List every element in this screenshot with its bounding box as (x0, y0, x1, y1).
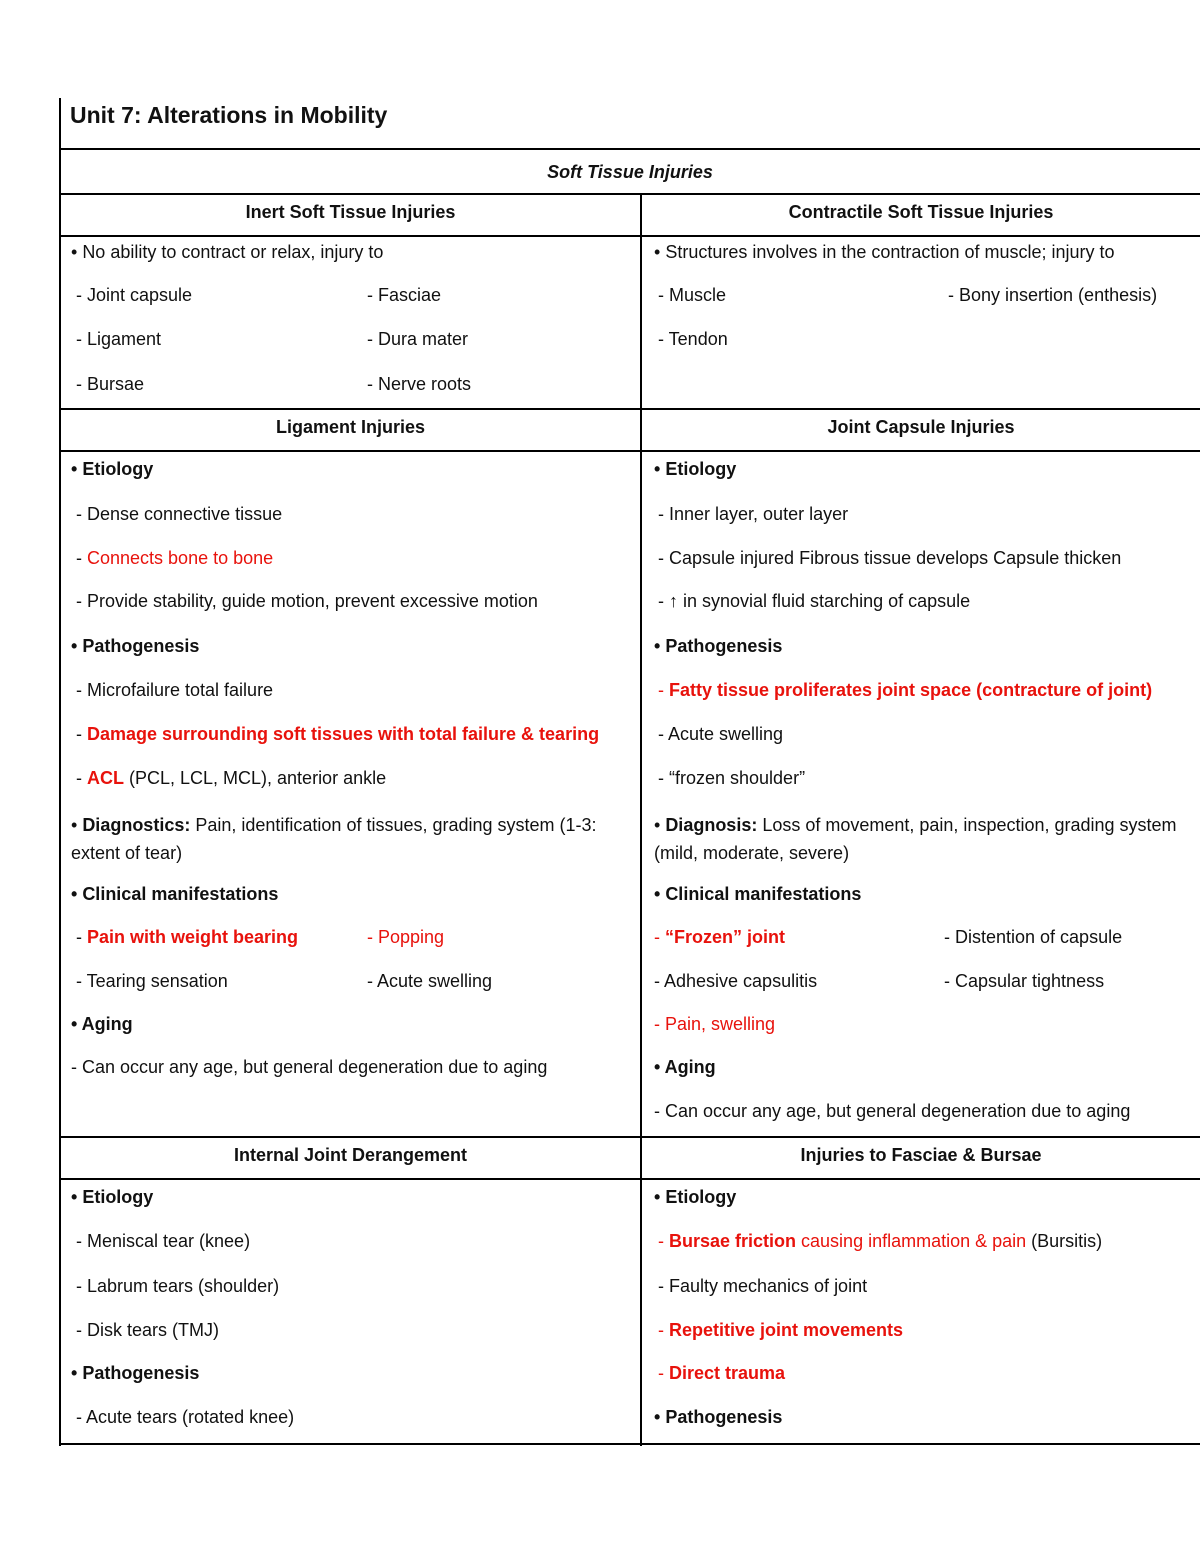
list-item: - Adhesive capsulitis (654, 971, 818, 991)
list-item: - Fasciae (367, 285, 442, 305)
list-item: • No ability to contract or relax, injury to (71, 242, 384, 262)
list-item: - Capsule injured Fibrous tissue develops Capsule thicken (658, 548, 1122, 568)
diagnostics-item: • Diagnostics: Pain, identification of tissues, grading system (1-3: extent of tear) (71, 815, 597, 863)
list-item: - Bony insertion (enthesis) (948, 285, 1158, 305)
aging-heading: • Aging (71, 1014, 133, 1034)
etiology-heading: • Etiology (654, 459, 737, 479)
etiology-heading: • Etiology (71, 1187, 154, 1207)
table-rule (59, 1443, 1200, 1445)
table-rule (59, 235, 1200, 237)
list-item: - Fatty tissue proliferates joint space (contracture of joint) (658, 680, 1153, 700)
list-item: - Can occur any age, but general degeneration due to aging (654, 1101, 1131, 1121)
list-item: - Dense connective tissue (76, 504, 283, 524)
table-rule (59, 450, 1200, 452)
pathogenesis-heading: • Pathogenesis (71, 636, 200, 656)
list-item: - “Frozen” joint (654, 927, 785, 947)
table-divider-center (640, 195, 642, 1446)
clinical-heading: • Clinical manifestations (71, 884, 279, 904)
header-joint-capsule-injuries: Joint Capsule Injuries (827, 416, 1015, 437)
header-contractile-soft-tissue: Contractile Soft Tissue Injuries (788, 201, 1054, 222)
list-item: - Microfailure total failure (76, 680, 274, 700)
header-fasciae-bursae: Injuries to Fasciae & Bursae (800, 1144, 1042, 1165)
list-item: - Labrum tears (shoulder) (76, 1276, 280, 1296)
list-item: • Structures involves in the contraction of muscle; injury to (654, 242, 1115, 262)
list-item: - Provide stability, guide motion, prevent excessive motion (76, 591, 538, 611)
clinical-heading: • Clinical manifestations (654, 884, 862, 904)
aging-heading: • Aging (654, 1057, 716, 1077)
list-item: - Repetitive joint movements (658, 1320, 904, 1340)
table-rule (59, 1178, 1200, 1180)
etiology-heading: • Etiology (654, 1187, 737, 1207)
list-item: - Faulty mechanics of joint (658, 1276, 868, 1296)
list-item: - Ligament (76, 329, 162, 349)
list-item: - Capsular tightness (944, 971, 1105, 991)
list-item: - ↑ in synovial fluid starching of capsule (658, 591, 971, 611)
list-item: - Joint capsule (76, 285, 193, 305)
page-title: Unit 7: Alterations in Mobility (70, 102, 388, 128)
table-border-left (59, 98, 61, 1446)
list-item: - Bursae (76, 374, 145, 394)
list-item: - Connects bone to bone (76, 548, 274, 568)
list-item: - Dura mater (367, 329, 469, 349)
list-item: - Tearing sensation (76, 971, 228, 991)
list-item: - Meniscal tear (knee) (76, 1231, 251, 1251)
pathogenesis-heading: • Pathogenesis (654, 636, 783, 656)
section-title: Soft Tissue Injuries (547, 161, 713, 182)
list-item: - Acute tears (rotated knee) (76, 1407, 295, 1427)
list-item: - Tendon (658, 329, 728, 349)
list-item: - Acute swelling (367, 971, 493, 991)
list-item: - Bursae friction causing inflammation & pain (Bursitis) (658, 1231, 1103, 1251)
list-item: - Pain with weight bearing (76, 927, 299, 947)
pathogenesis-heading: • Pathogenesis (71, 1363, 200, 1383)
list-item: - “frozen shoulder” (658, 768, 806, 788)
header-inert-soft-tissue: Inert Soft Tissue Injuries (245, 201, 456, 222)
list-item: - Disk tears (TMJ) (76, 1320, 219, 1340)
list-item: - Muscle (658, 285, 727, 305)
list-item: - Pain, swelling (654, 1014, 776, 1034)
list-item: - Direct trauma (658, 1363, 786, 1383)
list-item: - Can occur any age, but general degeneration due to aging (71, 1057, 548, 1077)
etiology-heading: • Etiology (71, 459, 154, 479)
list-item: - Distention of capsule (944, 927, 1123, 947)
list-item: - ACL (PCL, LCL, MCL), anterior ankle (76, 768, 387, 788)
list-item: - Acute swelling (658, 724, 784, 744)
header-ligament-injuries: Ligament Injuries (275, 416, 426, 437)
list-item: - Inner layer, outer layer (658, 504, 849, 524)
pathogenesis-heading: • Pathogenesis (654, 1407, 783, 1427)
list-item: - Nerve roots (367, 374, 472, 394)
diagnosis-item: • Diagnosis: Loss of movement, pain, inspection, grading system (mild, moderate, severe) (654, 815, 1177, 863)
list-item: - Popping (367, 927, 445, 947)
list-item: - Damage surrounding soft tissues with total failure & tearing (76, 724, 600, 744)
header-internal-joint-derangement: Internal Joint Derangement (233, 1144, 468, 1165)
